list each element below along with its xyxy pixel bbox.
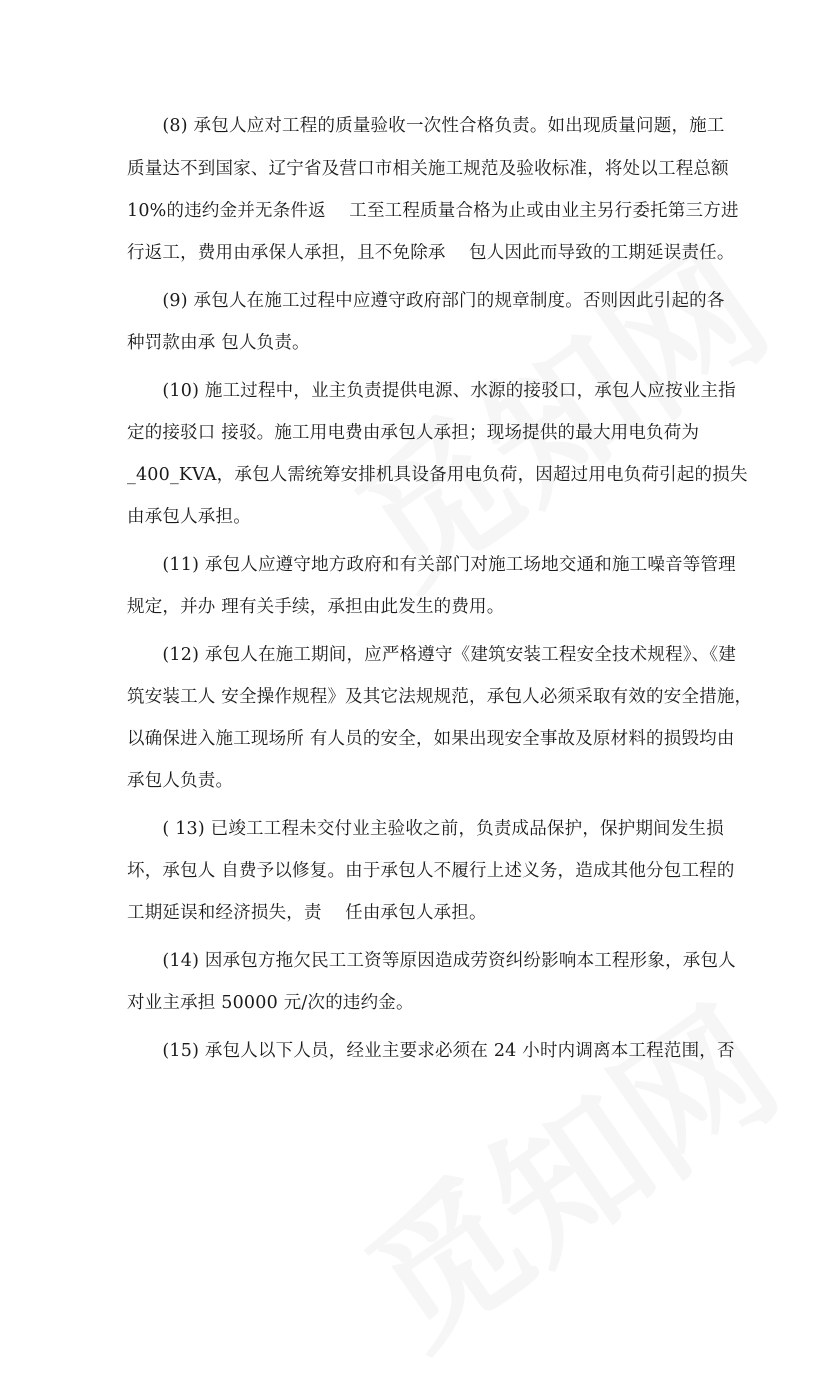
paragraph-line: (12) 承包人在施工期间，应严格遵守《建筑安装工程安全技术规程》、《建 — [127, 645, 737, 665]
paragraph-line: (11) 承包人应遵守地方政府和有关部门对施工场地交通和施工噪音等管理 — [127, 555, 736, 575]
paragraph-line: 由承包人承担。 — [127, 507, 251, 527]
paragraph-line: 10%的违约金并无条件返 工至工程质量合格为止或由业主另行委托第三方进 — [127, 201, 739, 221]
paragraph-line: 坏，承包人 自费予以修复。由于承包人不履行上述义务，造成其他分包工程的 — [127, 861, 735, 881]
paragraph-line: ( 13) 已竣工工程未交付业主验收之前，负责成品保护，保护期间发生损 — [127, 819, 724, 839]
paragraph-line: 规定，并办 理有关手续，承担由此发生的费用。 — [127, 597, 505, 617]
paragraph-line: _400_KVA，承包人需统筹安排机具设备用电负荷，因超过用电负荷引起的损失 — [127, 465, 748, 485]
paragraph-line: 种罚款由承 包人负责。 — [127, 333, 310, 353]
watermark — [319, 950, 812, 1385]
paragraph-line: (9) 承包人在施工过程中应遵守政府部门的规章制度。否则因此引起的各 — [127, 291, 725, 311]
paragraph-line: (15) 承包人以下人员，经业主要求必须在 24 小时内调离本工程范围，否 — [127, 1041, 735, 1061]
paragraph-line: 行返工，费用由承保人承担，且不免除承 包人因此而导致的工期延误责任。 — [127, 243, 735, 263]
paragraph-line: 定的接驳口 接驳。施工用电费由承包人承担；现场提供的最大用电负荷为 — [127, 423, 700, 443]
paragraph-line: (14) 因承包方拖欠民工工资等原因造成劳资纠纷影响本工程形象，承包人 — [127, 951, 736, 971]
paragraph-line: 质量达不到国家、辽宁省及营口市相关施工规范及验收标准，将处以工程总额 — [127, 159, 729, 179]
paragraph-line: (10) 施工过程中，业主负责提供电源、水源的接驳口，承包人应按业主指 — [127, 381, 736, 401]
paragraph-line: 承包人负责。 — [127, 771, 234, 791]
paragraph-line: 以确保进入施工现场所 有人员的安全，如果出现安全事故及原材料的损毁均由 — [127, 729, 735, 749]
paragraph-line: 对业主承担 50000 元/次的违约金。 — [127, 993, 414, 1013]
paragraph-line: 工期延误和经济损失，责 任由承包人承担。 — [127, 903, 487, 923]
paragraph-line: (8) 承包人应对工程的质量验收一次性合格负责。如出现质量问题，施工 — [127, 116, 725, 136]
paragraph-line: 筑安装工人 安全操作规程》及其它法规规范，承包人必须采取有效的安全措施， — [127, 687, 753, 707]
